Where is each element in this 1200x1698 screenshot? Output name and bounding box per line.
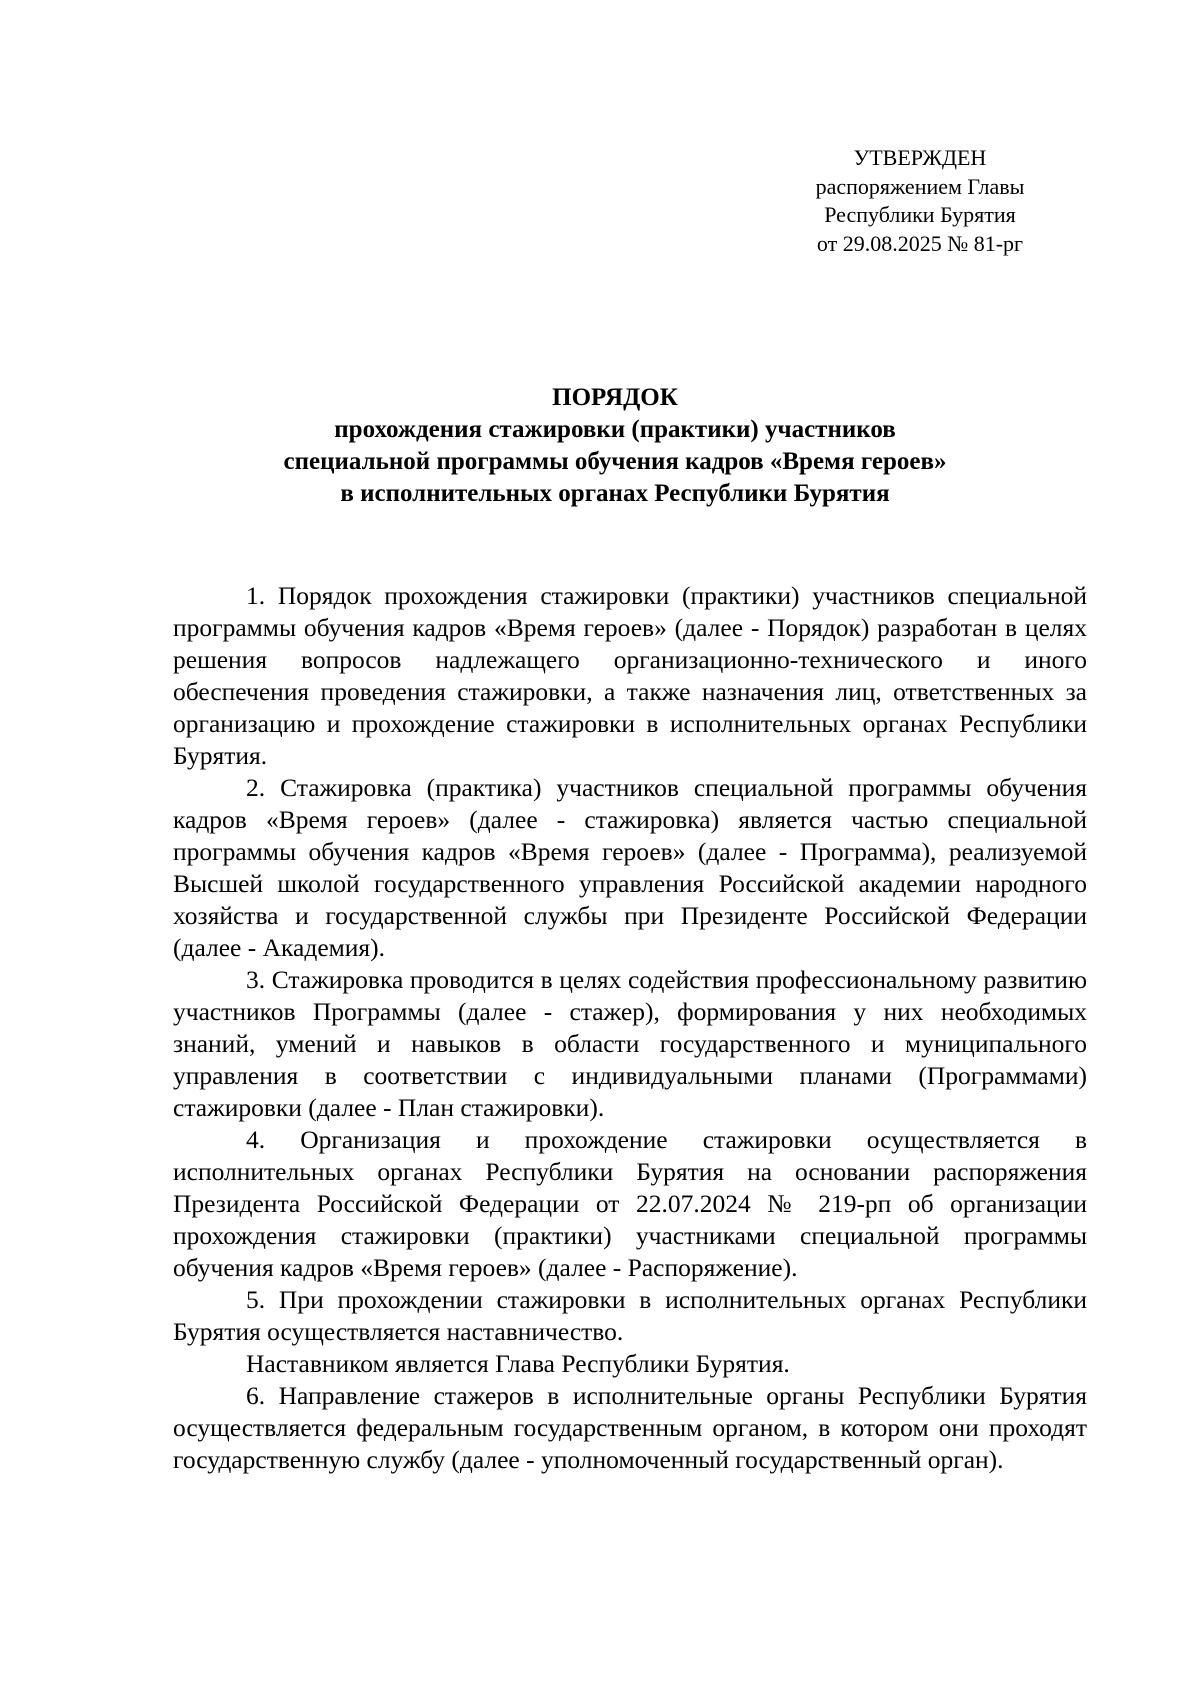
paragraph-3: 3. Стажировка проводится в целях содействия профессиональному развитию участников Программы (далее - стажер), формирования у них необходимых знаний, умений и навыков в области государственного и муниципального управления в соответствии с индивидуальными планами (Программами) стажировки (далее - План стажировки).: [173, 965, 1087, 1122]
document-title: [170, 382, 1060, 510]
approval-stamp: [800, 144, 1040, 258]
approval-line-date-number: от 29.08.2025 № 81-рг: [816, 230, 1024, 256]
paragraph-4: 4. Организация и прохождение стажировки осуществляется в исполнительных органах Республики Бурятия на основании распоряжения Президента Российской Федерации от 22.07.2024 № 219-рп об организации прохождения стажировки (практики) участниками специальной программы обучения кадров «Время героев» (далее - Распоряжение).: [173, 1125, 1087, 1282]
title-line-2: специальной программы обучения кадров «Время героев»: [283, 448, 947, 475]
paragraph-mentor: Наставником является Глава Республики Бурятия.: [246, 1349, 790, 1378]
paragraph-5: 5. При прохождении стажировки в исполнительных органах Республики Бурятия осуществляется наставничество.: [173, 1285, 1087, 1346]
document-body: [173, 580, 1087, 1476]
approval-line-approved: УТВЕРЖДЕН: [853, 145, 987, 170]
title-line-3: в исполнительных органах Республики Бурятия: [340, 480, 890, 507]
title-heading: ПОРЯДОК: [552, 384, 678, 411]
paragraph-1: 1. Порядок прохождения стажировки (практики) участников специальной программы обучения кадров «Время героев» (далее - Порядок) разработан в целях решения вопросов надлежащего организационно-технического и иного обеспечения проведения стажировки, а также назначения лиц, ответственных за организацию и прохождение стажировки в исполнительных органах Республики Бурятия.: [173, 581, 1087, 770]
approval-line-order: распоряжением Главы: [815, 173, 1025, 199]
title-line-1: прохождения стажировки (практики) участников: [334, 416, 896, 443]
approval-line-republic: Республики Бурятия: [824, 202, 1016, 227]
paragraph-6: 6. Направление стажеров в исполнительные органы Республики Бурятия осуществляется федеральным государственным органом, в котором они проходят государственную службу (далее - уполномоченный государственный орган).: [173, 1381, 1087, 1474]
paragraph-2: 2. Стажировка (практика) участников специальной программы обучения кадров «Время героев» (далее - стажировка) является частью специальной программы обучения кадров «Время героев» (далее - Программа), реализуемой Высшей школой государственного управления Российской академии народного хозяйства и государственной службы при Президенте Российской Федерации (далее - Академия).: [173, 773, 1087, 962]
